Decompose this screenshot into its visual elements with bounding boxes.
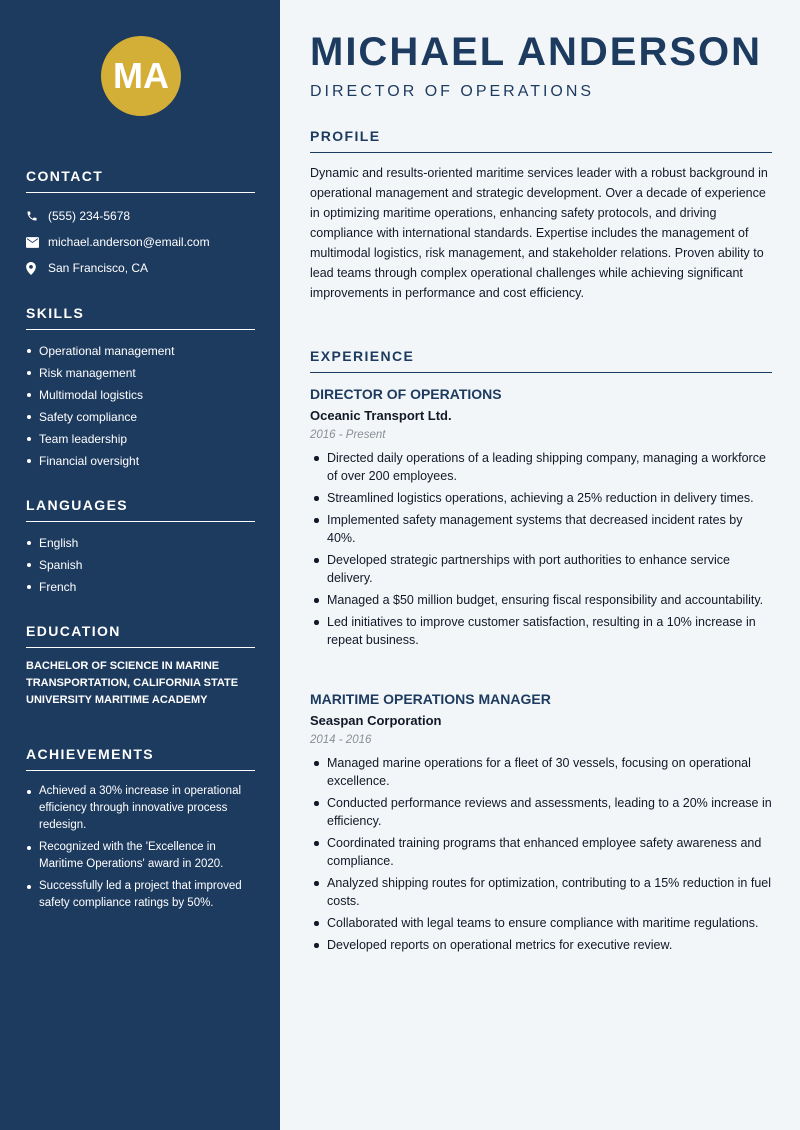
contact-phone-text: (555) 234-5678 xyxy=(48,209,131,223)
list-item: Multimodal logistics xyxy=(26,384,255,406)
job-bullets xyxy=(310,449,772,649)
list-item: Developed strategic partnerships with port authorities to enhance service delivery. xyxy=(310,551,772,587)
list-item: Analyzed shipping routes for optimization, contributing to a 15% reduction in fuel costs. xyxy=(310,874,772,910)
contact-location-text: San Francisco, CA xyxy=(48,261,149,275)
list-item: Safety compliance xyxy=(26,406,255,428)
contact-heading: CONTACT xyxy=(26,168,255,193)
education-heading: EDUCATION xyxy=(26,623,255,648)
contact-email-text: michael.anderson@email.com xyxy=(48,235,210,249)
list-item: Achieved a 30% increase in operational efficiency through innovative process redesign. xyxy=(26,783,255,834)
location-pin-icon xyxy=(26,262,48,275)
languages-section xyxy=(26,497,255,598)
job-company: Oceanic Transport Ltd. xyxy=(310,408,452,423)
profile-text: Dynamic and results-oriented maritime services leader with a robust background in operational management and strategic development. Over a decade of experience in optimizing maritime operations, enhancing safety protocols, and driving compliance with international standards. Expertise includes the management of multimodal logistics, risk management, and stakeholder relations. Proven ability to lead teams through complex operational challenges while achieving significant improvements in performance and cost efficiency. xyxy=(310,166,768,300)
education-degree: BACHELOR OF SCIENCE IN MARINE TRANSPORTATION, CALIFORNIA STATE UNIVERSITY MARITIME ACADEMY xyxy=(26,660,239,706)
phone-icon xyxy=(26,210,48,222)
experience-heading: EXPERIENCE xyxy=(310,348,772,373)
job-dates: 2014 - 2016 xyxy=(310,734,372,746)
list-item: Financial oversight xyxy=(26,450,255,472)
languages-list xyxy=(26,532,255,598)
list-item: Team leadership xyxy=(26,428,255,450)
contact-section xyxy=(26,168,255,281)
contact-phone xyxy=(26,203,255,229)
sidebar xyxy=(0,0,280,1130)
list-item: Implemented safety management systems that decreased incident rates by 40%. xyxy=(310,511,772,547)
email-icon xyxy=(26,237,48,248)
job-dates: 2016 - Present xyxy=(310,429,386,441)
list-item: Streamlined logistics operations, achieving a 25% reduction in delivery times. xyxy=(310,489,772,507)
candidate-title: DIRECTOR OF OPERATIONS xyxy=(310,83,595,100)
languages-heading: LANGUAGES xyxy=(26,497,255,522)
job-entry xyxy=(310,386,772,653)
job-entry xyxy=(310,691,772,958)
skills-heading: SKILLS xyxy=(26,305,255,330)
contact-location xyxy=(26,255,255,281)
list-item: Spanish xyxy=(26,554,255,576)
list-item: Conducted performance reviews and assessments, leading to a 20% increase in efficiency. xyxy=(310,794,772,830)
job-title: MARITIME OPERATIONS MANAGER xyxy=(310,691,551,707)
list-item: Collaborated with legal teams to ensure compliance with maritime regulations. xyxy=(310,914,772,932)
list-item: Recognized with the 'Excellence in Maritime Operations' award in 2020. xyxy=(26,839,255,873)
achievements-list xyxy=(26,783,255,912)
list-item: English xyxy=(26,532,255,554)
list-item: Operational management xyxy=(26,340,255,362)
list-item: French xyxy=(26,576,255,598)
list-item: Developed reports on operational metrics for executive review. xyxy=(310,936,772,954)
candidate-name: MICHAEL ANDERSON xyxy=(310,30,763,74)
job-bullets xyxy=(310,754,772,954)
list-item: Risk management xyxy=(26,362,255,384)
job-company: Seaspan Corporation xyxy=(310,713,442,728)
list-item: Coordinated training programs that enhanced employee safety awareness and compliance. xyxy=(310,834,772,870)
profile-heading: PROFILE xyxy=(310,128,772,153)
job-title: DIRECTOR OF OPERATIONS xyxy=(310,386,502,402)
list-item: Led initiatives to improve customer satisfaction, resulting in a 10% increase in repeat business. xyxy=(310,613,772,649)
skills-section xyxy=(26,305,255,472)
list-item: Managed a $50 million budget, ensuring fiscal responsibility and accountability. xyxy=(310,591,772,609)
education-section xyxy=(26,623,255,709)
contact-email xyxy=(26,229,255,255)
list-item: Directed daily operations of a leading shipping company, managing a workforce of over 200 employees. xyxy=(310,449,772,485)
avatar: MA xyxy=(101,36,181,116)
achievements-section xyxy=(26,746,255,917)
skills-list xyxy=(26,340,255,472)
list-item: Managed marine operations for a fleet of 30 vessels, focusing on operational excellence. xyxy=(310,754,772,790)
list-item: Successfully led a project that improved safety compliance ratings by 50%. xyxy=(26,878,255,912)
achievements-heading: ACHIEVEMENTS xyxy=(26,746,255,771)
